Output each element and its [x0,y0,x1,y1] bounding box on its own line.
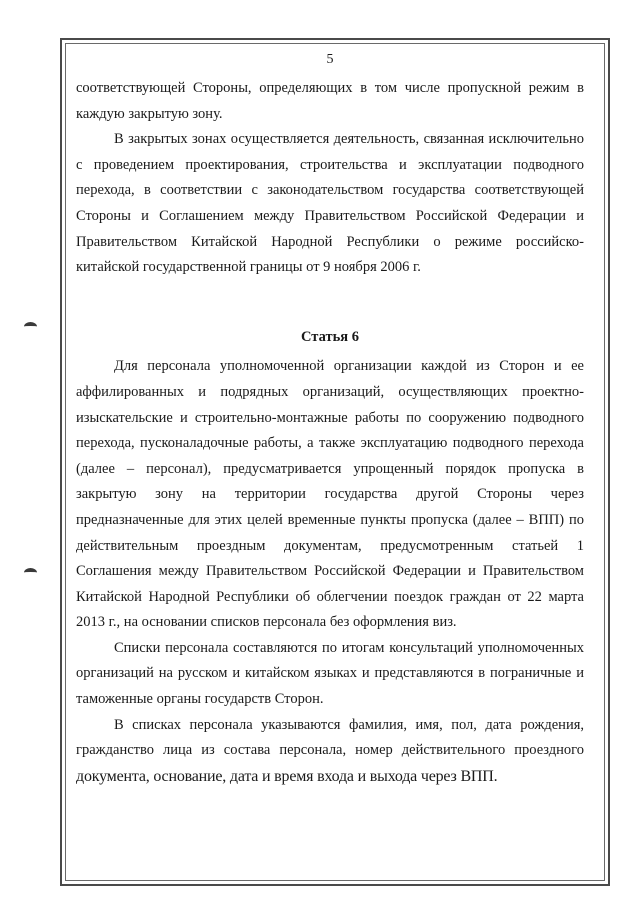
paragraph-list-contents [76,713,584,791]
document-body [76,50,584,790]
list-contents-text: В списках персонала указываются фамилия, имя, пол, дата рождения, гражданство лица из состава персонала, номер действительного проездного [76,716,584,759]
page-number: 5 [326,52,334,67]
punch-hole-mark [24,322,37,331]
paragraph-personnel-lists: Списки персонала составляются по итогам консультаций уполномоченных организаций на русском и китайском языках и представляются в пограничные и таможенные органы государств Сторон. [76,639,584,708]
paragraph-personnel-access: Для персонала уполномоченной организации каждой из Сторон и ее аффилированных и подрядных организаций, осуществляющих проектно-изыскательские и строительно-монтажные работы по сооружению подводного перехода, пусконаладочные работы, а также эксплуатацию подводного перехода (далее – персонал), предусматривается упрощенный порядок пропуска в закрытую зону на территории государства другой Стороны через предназначенные для этих целей временные пункты пропуска (далее – ВПП) по действительным проездным документам, предусмотренным статьей 1 Соглашения между Правительством Российской Федерации и Правительством Китайской Народной Республики об облегчении поездок граждан от 22 марта 2013 г., на основании списков персонала без оформления виз. [76,358,584,631]
spacer [76,281,584,311]
punch-hole-mark [24,568,37,577]
article-heading: Статья 6 [301,328,359,345]
paragraph-continuation: соответствующей Стороны, определяющих в том числе пропускной режим в каждую закрытую зону. [76,80,584,122]
list-contents-tail: документа, основание, дата и время входа и выхода через ВПП. [76,767,498,785]
paragraph-closed-zones: В закрытых зонах осуществляется деятельность, связанная исключительно с проведением проектирования, строительства и эксплуатации подводного перехода, в соответствии с законодательством государства соответствующей Стороны и Соглашением между Правительством Российской Федерации и Правительством Китайской Народной Республики о режиме российско-китайской государственной границы от 9 ноября 2006 г. [76,131,584,276]
